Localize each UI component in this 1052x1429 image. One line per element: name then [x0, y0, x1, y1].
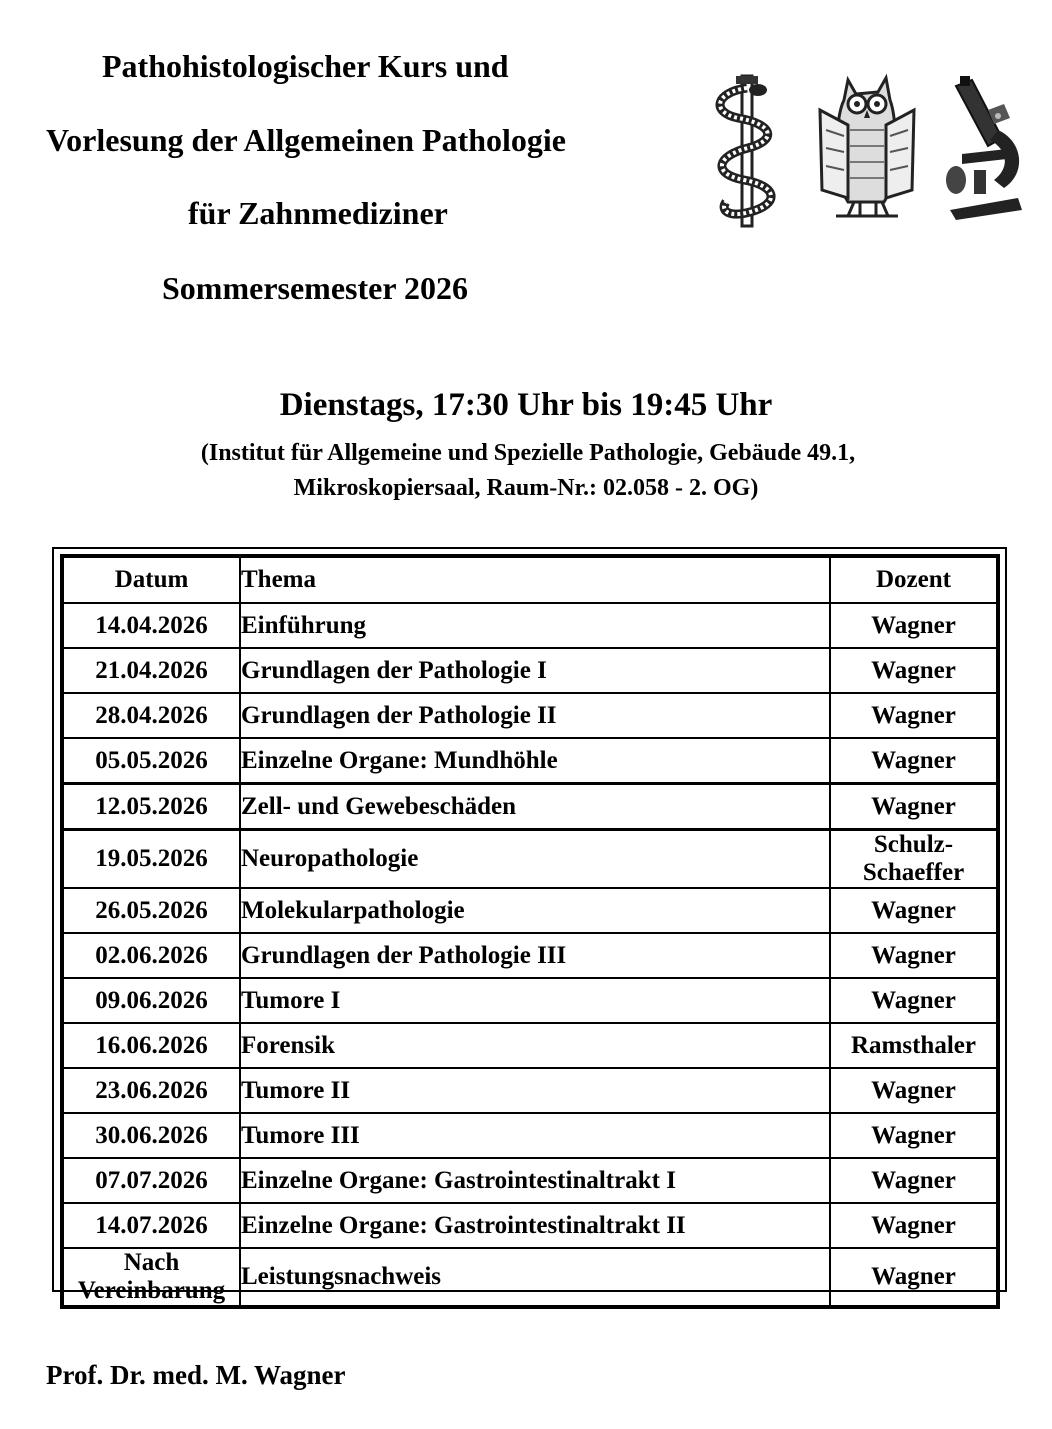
row-topic: Molekularpathologie — [240, 888, 830, 933]
title-line-3: für Zahnmediziner — [188, 195, 448, 231]
row-date: 09.06.2026 — [62, 978, 240, 1023]
row-lecturer: Ramsthaler — [830, 1023, 998, 1068]
row-topic: Tumore III — [240, 1113, 830, 1158]
row-date: 30.06.2026 — [62, 1113, 240, 1158]
row-topic: Neuropathologie — [240, 830, 830, 889]
table-row — [62, 1158, 998, 1203]
signature: Prof. Dr. med. M. Wagner — [46, 1360, 346, 1390]
row-lecturer: Wagner — [830, 693, 998, 738]
row-date: 07.07.2026 — [62, 1158, 240, 1203]
row-lecturer: Wagner — [830, 738, 998, 784]
row-date: 02.06.2026 — [62, 933, 240, 978]
row-topic: Leistungsnachweis — [240, 1248, 830, 1307]
row-lecturer: Wagner — [830, 933, 998, 978]
session-time: Dienstags, 17:30 Uhr bis 19:45 Uhr — [279, 387, 773, 423]
table-row — [62, 1203, 998, 1248]
row-date: 26.05.2026 — [62, 888, 240, 933]
row-topic: Grundlagen der Pathologie I — [240, 648, 830, 693]
row-lecturer: Schulz-Schaeffer — [830, 830, 998, 889]
row-lecturer: Wagner — [830, 1248, 998, 1307]
row-topic: Einzelne Organe: Gastrointestinaltrakt I — [240, 1158, 830, 1203]
header-lecturer: Dozent — [830, 556, 998, 603]
row-topic: Tumore I — [240, 978, 830, 1023]
location-line-2: Mikroskopiersaal, Raum-Nr.: 02.058 - 2. OG) — [293, 475, 759, 501]
table-row — [62, 933, 998, 978]
table-row — [62, 738, 998, 784]
aesculapius-staff-icon — [720, 76, 771, 226]
row-topic: Zell- und Gewebeschäden — [240, 784, 830, 830]
table-row — [62, 830, 998, 889]
row-lecturer: Wagner — [830, 603, 998, 648]
table-row — [62, 784, 998, 830]
row-date: 05.05.2026 — [62, 738, 240, 784]
table-row — [62, 1023, 998, 1068]
row-lecturer: Wagner — [830, 1113, 998, 1158]
row-lecturer: Wagner — [830, 1158, 998, 1203]
row-date: 16.06.2026 — [62, 1023, 240, 1068]
row-lecturer: Wagner — [830, 648, 998, 693]
schedule-table — [60, 554, 1000, 1309]
row-topic: Einzelne Organe: Gastrointestinaltrakt II — [240, 1203, 830, 1248]
row-topic: Einführung — [240, 603, 830, 648]
row-date: 19.05.2026 — [62, 830, 240, 889]
table-header-row — [62, 556, 998, 603]
row-lecturer: Wagner — [830, 888, 998, 933]
table-row — [62, 603, 998, 648]
table-row — [62, 648, 998, 693]
header-date: Datum — [62, 556, 240, 603]
title-line-1: Pathohistologischer Kurs und — [102, 48, 509, 84]
title-line-2: Vorlesung der Allgemeinen Pathologie — [46, 122, 566, 158]
row-date: Nach Vereinbarung — [62, 1248, 240, 1307]
row-date: 23.06.2026 — [62, 1068, 240, 1113]
row-lecturer: Wagner — [830, 784, 998, 830]
semester-title: Sommersemester 2026 — [162, 270, 468, 306]
row-topic: Forensik — [240, 1023, 830, 1068]
logo-group — [698, 70, 1028, 238]
table-row — [62, 888, 998, 933]
location-line-1: (Institut für Allgemeine und Spezielle Pathologie, Gebäude 49.1, — [200, 440, 856, 466]
row-lecturer: Wagner — [830, 1203, 998, 1248]
row-lecturer: Wagner — [830, 978, 998, 1023]
row-topic: Grundlagen der Pathologie II — [240, 693, 830, 738]
row-date: 21.04.2026 — [62, 648, 240, 693]
table-row — [62, 1248, 998, 1307]
row-date: 28.04.2026 — [62, 693, 240, 738]
table-row — [62, 1113, 998, 1158]
row-topic: Einzelne Organe: Mundhöhle — [240, 738, 830, 784]
row-topic: Tumore II — [240, 1068, 830, 1113]
row-date: 14.07.2026 — [62, 1203, 240, 1248]
microscope-icon — [946, 76, 1022, 220]
row-topic: Grundlagen der Pathologie III — [240, 933, 830, 978]
owl-icon — [820, 78, 914, 216]
table-row — [62, 1068, 998, 1113]
table-row — [62, 978, 998, 1023]
row-lecturer: Wagner — [830, 1068, 998, 1113]
row-date: 12.05.2026 — [62, 784, 240, 830]
header-topic: Thema — [240, 556, 830, 603]
row-date: 14.04.2026 — [62, 603, 240, 648]
table-row — [62, 693, 998, 738]
